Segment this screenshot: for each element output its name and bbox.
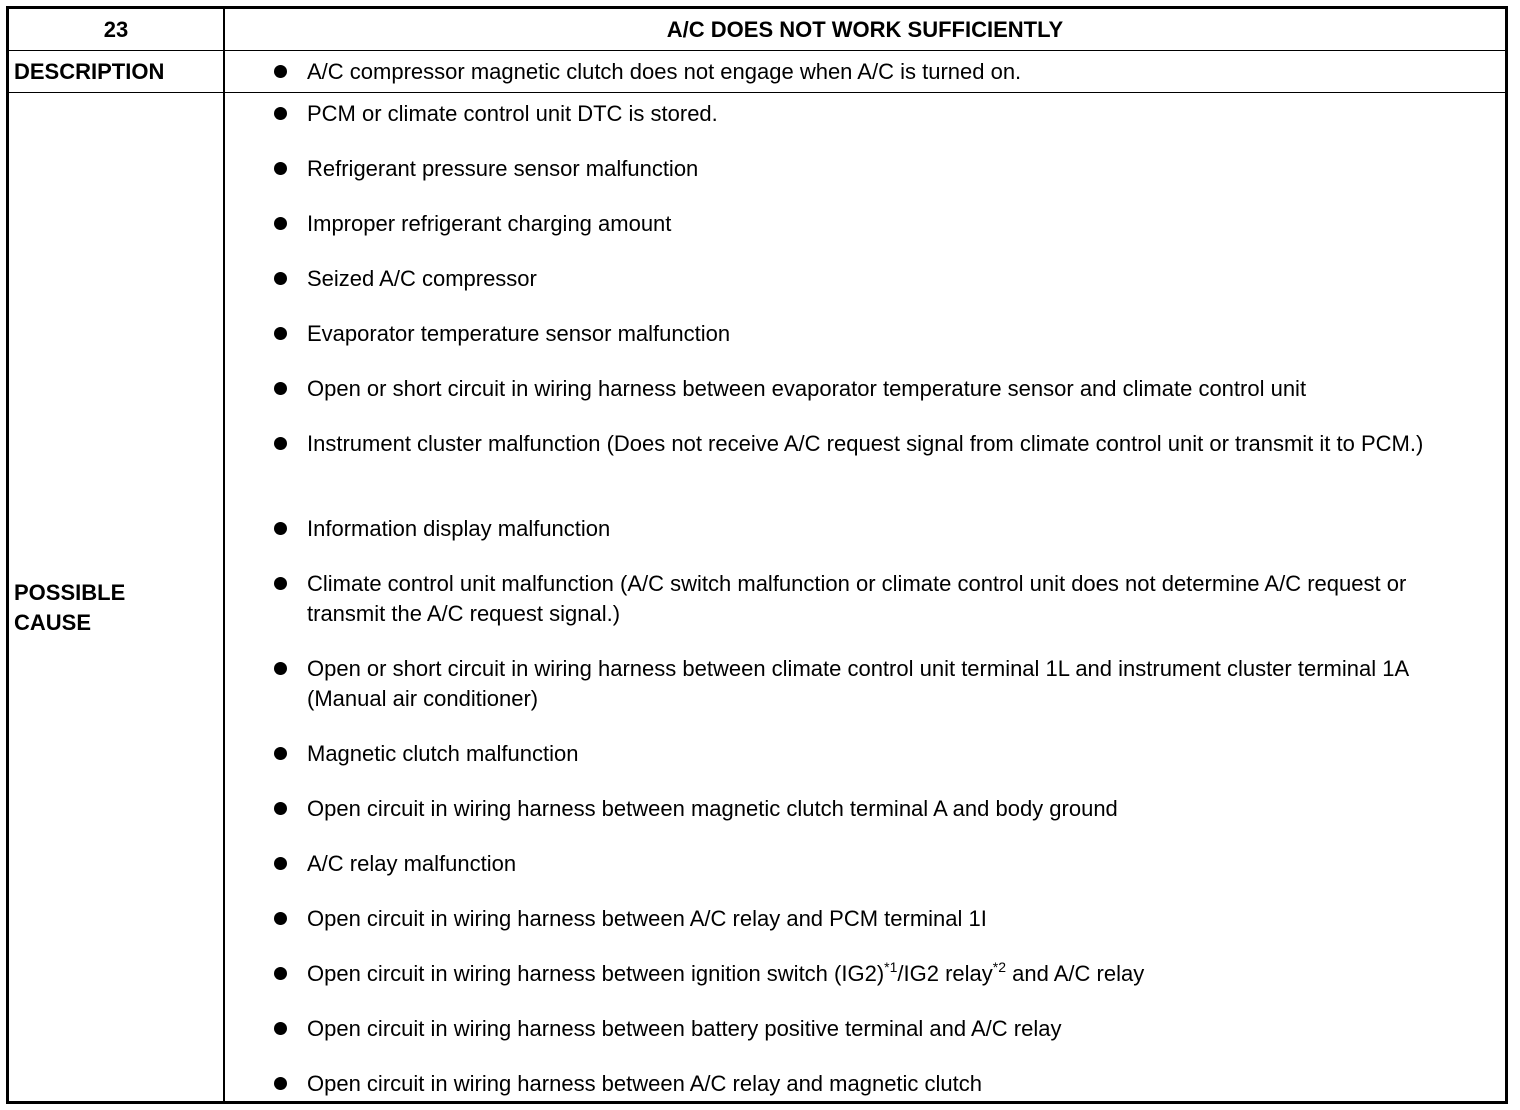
bullet-icon bbox=[274, 437, 287, 450]
bullet-icon bbox=[274, 217, 287, 230]
description-row bbox=[9, 51, 1505, 93]
bullet-icon bbox=[274, 382, 287, 395]
bullet-icon bbox=[274, 522, 287, 535]
symptom-number: 23 bbox=[9, 9, 225, 50]
cause-text-ignition bbox=[307, 959, 1485, 989]
footnote-marker-1: *1 bbox=[884, 959, 898, 975]
symptom-title: A/C DOES NOT WORK SUFFICIENTLY bbox=[666, 16, 1064, 42]
cause-text: Improper refrigerant charging amount bbox=[307, 211, 672, 236]
cause-text: A/C relay malfunction bbox=[307, 851, 517, 876]
bullet-icon bbox=[274, 857, 287, 870]
ignition-text-part1: Open circuit in wiring harness between ignition switch (IG2) bbox=[307, 961, 885, 986]
header-row bbox=[9, 9, 1505, 51]
bullet-icon bbox=[274, 662, 287, 675]
bullet-icon bbox=[274, 1077, 287, 1090]
cause-text: Open or short circuit in wiring harness between climate control unit terminal 1L and instrument cluster terminal 1A (Manual air conditioner) bbox=[307, 656, 1408, 711]
cause-text: Evaporator temperature sensor malfunction bbox=[307, 321, 731, 346]
cause-text: Instrument cluster malfunction (Does not receive A/C request signal from climate control unit or transmit it to PCM.) bbox=[307, 431, 1424, 456]
cause-text: Climate control unit malfunction (A/C switch malfunction or climate control unit does not determine A/C request or transmit the A/C request signal.) bbox=[307, 571, 1407, 626]
possible-cause-list bbox=[225, 93, 1505, 1101]
ignition-text-part3: and A/C relay bbox=[1006, 961, 1145, 986]
description-label: DESCRIPTION bbox=[9, 51, 225, 92]
troubleshooting-table bbox=[6, 6, 1508, 1104]
cause-text: Open circuit in wiring harness between A/C relay and PCM terminal 1I bbox=[307, 906, 987, 931]
ignition-text-part2: /IG2 relay bbox=[897, 961, 993, 986]
cause-text: Refrigerant pressure sensor malfunction bbox=[307, 156, 699, 181]
possible-cause-label-text: POSSIBLE CAUSE bbox=[14, 580, 126, 635]
cause-text: PCM or climate control unit DTC is stored. bbox=[307, 101, 718, 126]
cause-text: Open circuit in wiring harness between A/C relay and magnetic clutch bbox=[307, 1071, 983, 1096]
bullet-icon bbox=[274, 802, 287, 815]
description-text: A/C compressor magnetic clutch does not engage when A/C is turned on. bbox=[307, 59, 1022, 84]
bullet-icon bbox=[274, 912, 287, 925]
footnote-marker-2: *2 bbox=[992, 959, 1006, 975]
possible-cause-row bbox=[9, 93, 1505, 1101]
cause-text: Magnetic clutch malfunction bbox=[307, 741, 579, 766]
bullet-icon bbox=[274, 272, 287, 285]
bullet-icon bbox=[274, 1022, 287, 1035]
bullet-icon bbox=[274, 327, 287, 340]
cause-text: Information display malfunction bbox=[307, 516, 611, 541]
cause-text: Seized A/C compressor bbox=[307, 266, 537, 291]
cause-text: Open circuit in wiring harness between magnetic clutch terminal A and body ground bbox=[307, 796, 1118, 821]
bullet-icon bbox=[274, 577, 287, 590]
bullet-icon bbox=[274, 967, 287, 980]
bullet-icon bbox=[274, 162, 287, 175]
possible-cause-label bbox=[9, 93, 225, 1101]
bullet-icon bbox=[274, 65, 287, 78]
cause-text: Open circuit in wiring harness between battery positive terminal and A/C relay bbox=[307, 1016, 1062, 1041]
description-cell bbox=[225, 51, 1505, 92]
bullet-icon bbox=[274, 107, 287, 120]
bullet-icon bbox=[274, 747, 287, 760]
cause-text: Open or short circuit in wiring harness between evaporator temperature sensor and climate control unit bbox=[307, 376, 1307, 401]
